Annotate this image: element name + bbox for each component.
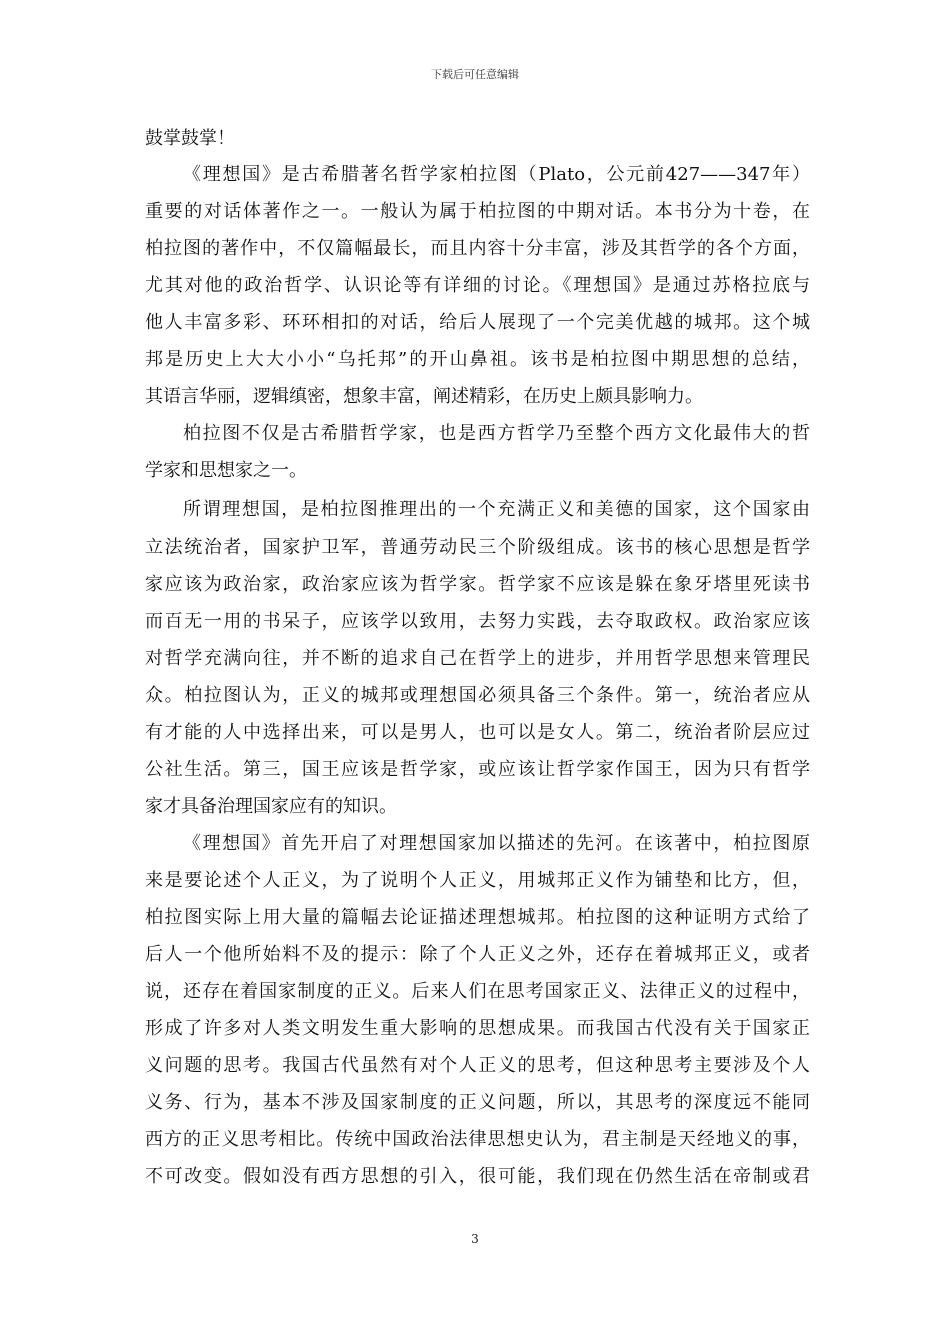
body-line: 西方的正义思考相比。传统中国政治法律思想史认为，君主制是天经地义的事，: [145, 1129, 810, 1150]
body-line: 有才能的人中选择出来，可以是男人，也可以是女人。第二，统治者阶层应过: [145, 722, 810, 743]
body-line: 他人丰富多彩、环环相扣的对话，给后人展现了一个完美优越的城邦。这个城: [145, 312, 810, 333]
body-line: 鼓掌鼓掌！: [145, 128, 235, 149]
body-line: 《理想国》是古希腊著名哲学家柏拉图（Plato，公元前427——347年）: [183, 164, 810, 185]
body-line: 邦是历史上大大小小“乌托邦”的开山鼻祖。该书是柏拉图中期思想的总结，: [145, 349, 810, 370]
body-line: 柏拉图的著作中，不仅篇幅最长，而且内容十分丰富，涉及其哲学的各个方面，: [145, 238, 810, 259]
body-line: 公社生活。第三，国王应该是哲学家，或应该让哲学家作国王，因为只有哲学: [145, 759, 810, 780]
body-line: 形成了许多对人类文明发生重大影响的思想成果。而我国古代没有关于国家正: [145, 1018, 810, 1039]
body-line: 家才具备治理国家应有的知识。: [145, 796, 397, 817]
body-line: 不可改变。假如没有西方思想的引入，很可能，我们现在仍然生活在帝制或君: [145, 1166, 810, 1187]
body-line: 柏拉图不仅是古希腊哲学家，也是西方哲学乃至整个西方文化最伟大的哲: [183, 423, 810, 444]
body-line: 重要的对话体著作之一。一般认为属于柏拉图的中期对话。本书分为十卷，在: [145, 201, 810, 222]
body-line: 后人一个他所始料不及的提示：除了个人正义之外，还存在着城邦正义，或者: [145, 944, 810, 965]
body-line: 义务、行为，基本不涉及国家制度的正义问题，所以，其思考的深度远不能同: [145, 1092, 810, 1113]
body-line: 义问题的思考。我国古代虽然有对个人正义的思考，但这种思考主要涉及个人: [145, 1055, 810, 1076]
body-line: 而百无一用的书呆子，应该学以致用，去努力实践，去夺取政权。政治家应该: [145, 611, 810, 632]
body-line: 家应该为政治家，政治家应该为哲学家。哲学家不应该是躲在象牙塔里死读书: [145, 574, 810, 595]
body-line: 所谓理想国，是柏拉图推理出的一个充满正义和美德的国家，这个国家由: [183, 499, 810, 520]
body-line: 学家和思想家之一。: [145, 460, 307, 481]
body-line: 来是要论述个人正义，为了说明个人正义，用城邦正义作为铺垫和比方，但，: [145, 870, 810, 891]
body-line: 柏拉图实际上用大量的篇幅去论证描述理想城邦。柏拉图的这种证明方式给了: [145, 907, 810, 928]
body-line: 对哲学充满向往，并不断的追求自己在哲学上的进步，并用哲学思想来管理民: [145, 648, 810, 669]
body-line: 众。柏拉图认为，正义的城邦或理想国必须具备三个条件。第一，统治者应从: [145, 685, 810, 706]
body-line: 其语言华丽，逻辑缜密，想象丰富，阐述精彩，在历史上颇具影响力。: [145, 386, 703, 407]
body-line: 说，还存在着国家制度的正义。后来人们在思考国家正义、法律正义的过程中，: [145, 981, 810, 1002]
page-number: 3: [471, 1232, 479, 1246]
body-line: 立法统治者，国家护卫军，普通劳动民三个阶级组成。该书的核心思想是哲学: [145, 537, 810, 558]
page-header: 下载后可任意编辑: [431, 68, 519, 81]
body-line: 《理想国》首先开启了对理想国家加以描述的先河。在该著中，柏拉图原: [183, 833, 810, 854]
body-line: 尤其对他的政治哲学、认识论等有详细的讨论。《理想国》是通过苏格拉底与: [145, 275, 810, 296]
